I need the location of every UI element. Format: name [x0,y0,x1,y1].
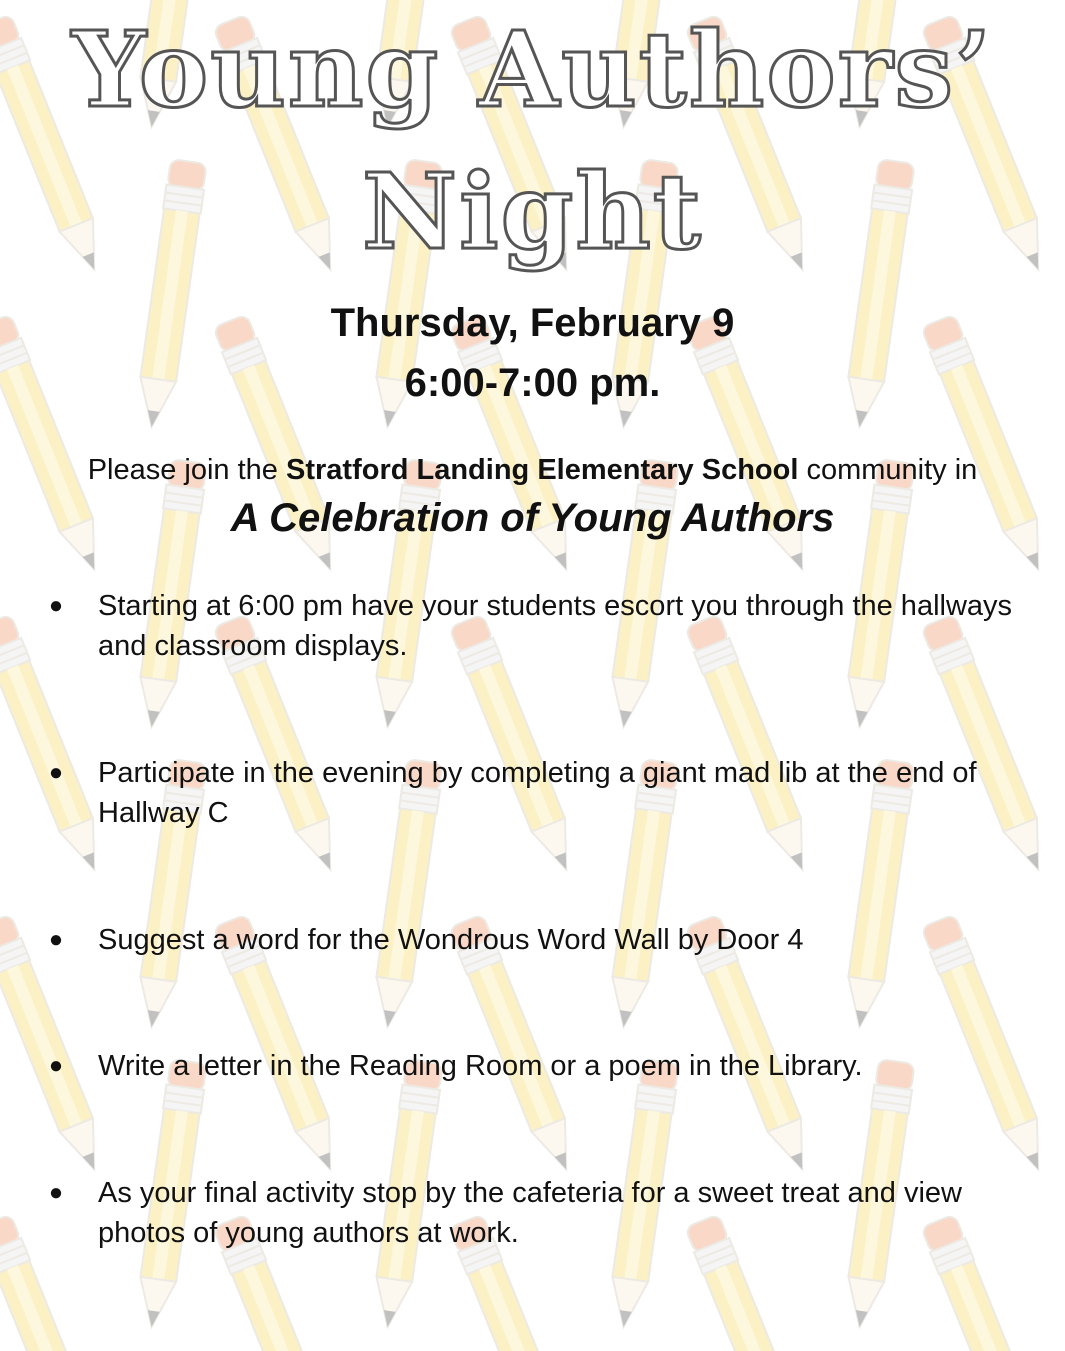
intro-before: Please join the [87,454,286,486]
activity-text: Write a letter in the Reading Room or a poem in the Library. [98,1050,863,1082]
activity-text: Suggest a word for the Wondrous Word Wall by Door 4 [98,924,804,956]
intro-text [0,450,1065,490]
school-name: Stratford Landing Elementary School [286,454,799,486]
activity-text: Starting at 6:00 pm have your students escort you through the hallways and classroom displays. [98,590,1013,662]
title-line-2: Night [362,150,703,273]
bullet-icon: ● [48,1052,64,1079]
title-line-1: Young Authors’ [71,8,994,131]
intro-after: community in [798,454,978,486]
activity-text: As your final activity stop by the cafeteria for a sweet treat and view photos of young authors at work. [98,1177,962,1249]
bullet-icon: ● [48,592,64,619]
event-time: 6:00-7:00 pm. [404,361,661,405]
celebration-heading: A Celebration of Young Authors [230,496,835,540]
bullet-icon: ● [48,759,64,786]
activity-text: Participate in the evening by completing a giant mad lib at the end of Hallway C [98,757,977,829]
bullet-icon: ● [48,1179,64,1206]
event-date: Thursday, February 9 [330,301,735,345]
bullet-icon: ● [48,926,64,953]
